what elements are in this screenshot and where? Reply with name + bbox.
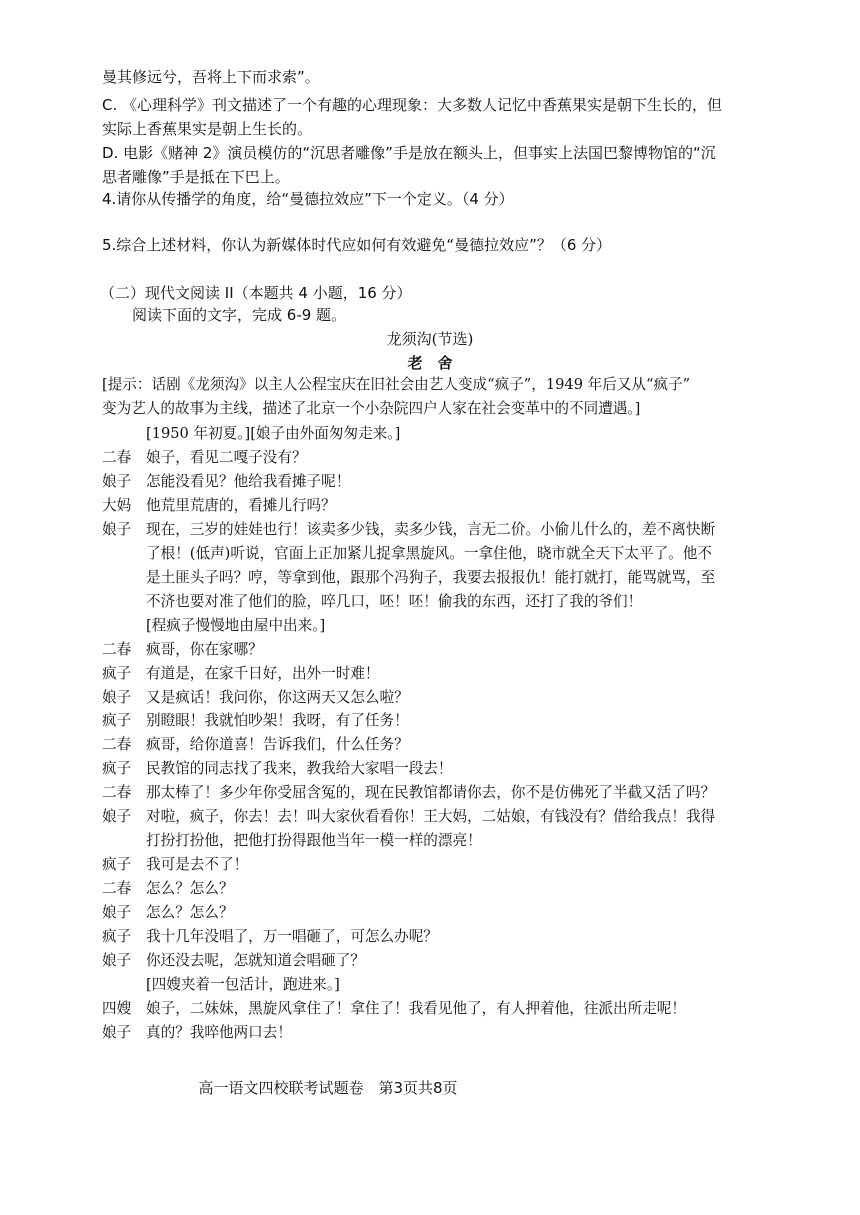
dialogue-line bbox=[102, 902, 234, 924]
question-5: 5.综合上述材料，你认为新媒体时代应如何有效避免“曼德拉效应”？（6 分） bbox=[102, 236, 612, 254]
speech-text: 民教馆的同志找了我来，教我给大家唱一段去！ bbox=[146, 760, 453, 778]
speaker-name: 娘子 bbox=[102, 904, 132, 922]
speech-text: 现在，三岁的娃娃也行！该卖多少钱，卖多少钱，言无二价。小偷儿什么的，差不离快断 bbox=[146, 520, 716, 538]
dialogue-line bbox=[102, 663, 380, 685]
speech-text: 我十几年没唱了，万一唱砸了，可怎么办呢？ bbox=[146, 928, 438, 945]
section-instruction: 阅读下面的文字，完成 6-9 题。 bbox=[132, 306, 347, 324]
continuation-line: [程疯子慢慢地由屋中出来。] bbox=[146, 616, 326, 634]
speech-text: 真的？我啐他两口去！ bbox=[146, 1023, 292, 1041]
dialogue-line bbox=[102, 926, 438, 948]
speech-text: 怎么？怎么？ bbox=[146, 904, 234, 922]
speech-text: 他荒里荒唐的，看摊儿行吗？ bbox=[146, 496, 336, 514]
dialogue-line bbox=[102, 806, 715, 828]
speech-text: 你还没去呢，怎就知道会唱砸了？ bbox=[146, 951, 365, 969]
hint-line1: [提示：话剧《龙须沟》以主人公程宝庆在旧社会由艺人变成“疯子”，1949 年后又从“疯子” bbox=[102, 376, 691, 393]
speech-text: 有道是，在家千日好，出外一时难！ bbox=[146, 664, 380, 682]
speech-text: 娘子，二妹妹，黑旋风拿住了！拿住了！我看见他了，有人押着他，往派出所走呢！ bbox=[146, 999, 686, 1017]
speaker-name: 四嫂 bbox=[102, 999, 132, 1017]
dialogue-line bbox=[102, 447, 307, 469]
dialogue-line bbox=[102, 471, 350, 493]
option-d-line1: D. 电影《赌神 2》演员模仿的“沉思者雕像”手是放在额头上，但事实上法国巴黎博物馆的“沉 bbox=[102, 144, 716, 162]
passage-author: 老 舍 bbox=[407, 354, 453, 372]
speaker-name: 娘子 bbox=[102, 520, 132, 538]
speaker-name: 娘子 bbox=[102, 472, 132, 490]
speaker-name: 疯子 bbox=[102, 760, 132, 778]
dialogue-line bbox=[102, 639, 263, 661]
dialogue-line bbox=[102, 782, 715, 804]
dialogue-line bbox=[102, 878, 234, 900]
stage-direction: [1950 年初夏。][娘子由外面匆匆走来。] bbox=[146, 425, 401, 442]
dialogue-line bbox=[102, 710, 409, 732]
dialogue-line bbox=[102, 734, 409, 756]
option-c-line2: 实际上香蕉果实是朝上生长的。 bbox=[102, 120, 313, 138]
speech-text: 疯哥，给你道喜！告诉我们，什么任务？ bbox=[146, 736, 409, 754]
passage-title: 龙须沟(节选) bbox=[386, 330, 474, 348]
speech-text: 那太棒了！多少年你受屈含冤的，现在民教馆都请你去，你不是仿佛死了半截又活了吗？ bbox=[146, 784, 716, 802]
speaker-name: 大妈 bbox=[102, 496, 132, 514]
speaker-name: 娘子 bbox=[102, 688, 132, 706]
continuation-line: 了根！(低声)听说，官面上正加紧儿捉拿黑旋风。一拿住他，晓市就全天下太平了。他不 bbox=[146, 544, 712, 562]
speech-text: 别瞪眼！我就怕吵架！我呀，有了任务！ bbox=[146, 712, 409, 730]
speaker-name: 二春 bbox=[102, 880, 132, 898]
dialogue-line bbox=[102, 1022, 292, 1044]
continuation-line: 打扮打扮他，把他打扮得跟他当年一模一样的漂亮！ bbox=[146, 832, 482, 850]
speaker-name: 疯子 bbox=[102, 712, 132, 730]
speech-text: 我可是去不了！ bbox=[146, 856, 249, 874]
continuation-line: 是土匪头子吗？哼，等拿到他，跟那个冯狗子，我要去报报仇！能打就打，能骂就骂，至 bbox=[146, 568, 716, 586]
speaker-name: 娘子 bbox=[102, 951, 132, 969]
speaker-name: 二春 bbox=[102, 449, 132, 466]
dialogue-line bbox=[102, 950, 365, 972]
speech-text: 娘子，看见二嘎子没有？ bbox=[146, 449, 307, 466]
speaker-name: 二春 bbox=[102, 640, 132, 658]
dialogue-line bbox=[102, 687, 409, 709]
dialogue-line bbox=[102, 998, 686, 1020]
speaker-name: 二春 bbox=[102, 736, 132, 754]
text-line: 曼其修远兮，吾将上下而求索”。 bbox=[102, 68, 320, 86]
continuation-line: 不济也要对准了他们的脸，啐几口，呸！呸！偷我的东西，还打了我的爷们！ bbox=[146, 592, 643, 610]
speaker-name: 娘子 bbox=[102, 1023, 132, 1041]
dialogue-line bbox=[102, 495, 336, 517]
speech-text: 怎么？怎么？ bbox=[146, 880, 234, 898]
dialogue-line bbox=[102, 519, 715, 541]
section-heading: （二）现代文阅读 II（本题共 4 小题，16 分） bbox=[100, 284, 412, 302]
speaker-name: 娘子 bbox=[102, 808, 132, 826]
dialogue-line bbox=[102, 854, 248, 876]
dialogue-line bbox=[102, 758, 452, 780]
page-footer: 高一语文四校联考试题卷 第3页共8页 bbox=[198, 1079, 458, 1097]
hint-line2: 变为艺人的故事为主线，描述了北京一个小杂院四户人家在社会变革中的不同遭遇。] bbox=[102, 400, 641, 417]
speech-text: 怎能没看见？他给我看摊子呢！ bbox=[146, 472, 351, 490]
speech-text: 对啦，疯子，你去！去！叫大家伙看看你！王大妈，二姑娘，有钱没有？借给我点！我得 bbox=[146, 808, 716, 826]
speaker-name: 疯子 bbox=[102, 928, 132, 945]
speaker-name: 二春 bbox=[102, 784, 132, 802]
speech-text: 疯哥，你在家哪？ bbox=[146, 640, 263, 658]
continuation-line: [四嫂夹着一包活计，跑进来。] bbox=[146, 975, 340, 993]
question-4: 4.请你从传播学的角度，给“曼德拉效应”下一个定义。（4 分） bbox=[102, 190, 514, 208]
option-c-line1: C. 《心理科学》刊文描述了一个有趣的心理现象：大多数人记忆中香蕉果实是朝下生长的，但 bbox=[102, 96, 723, 114]
option-d-line2: 思者雕像”手是抵在下巴上。 bbox=[102, 168, 290, 186]
speaker-name: 疯子 bbox=[102, 856, 132, 874]
speaker-name: 疯子 bbox=[102, 664, 132, 682]
speech-text: 又是疯话！我问你，你这两天又怎么啦？ bbox=[146, 688, 409, 706]
